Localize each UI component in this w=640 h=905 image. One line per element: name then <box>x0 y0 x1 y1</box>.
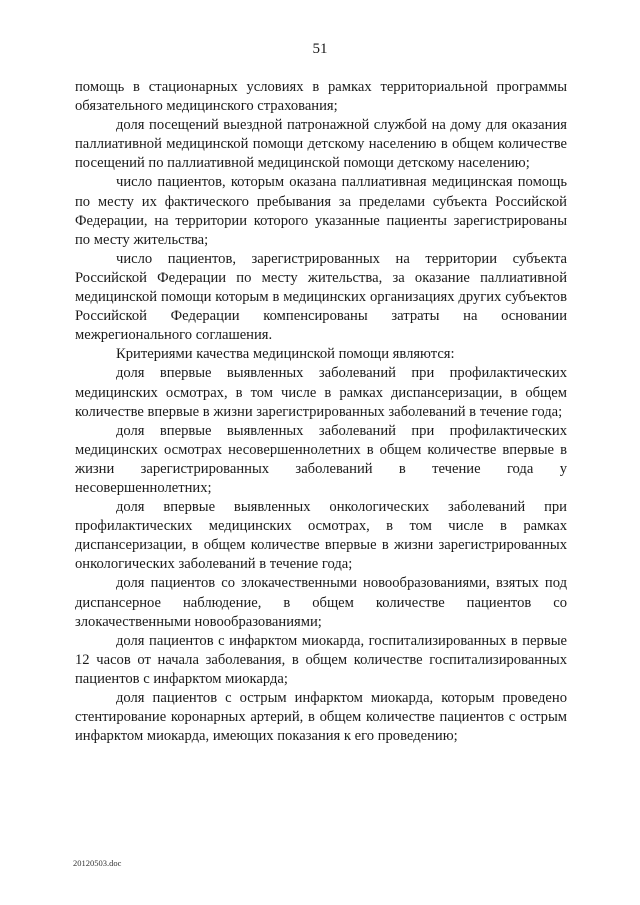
paragraph: число пациентов, зарегистрированных на территории субъекта Российской Федерации по месту жительства, за оказание паллиативной медицинской помощи которым в медицинских организациях других субъектов Российской Федерации компенсированы затраты на основании межрегионального соглашения. <box>75 250 567 344</box>
section-intro: Критериями качества медицинской помощи являются: <box>116 346 455 363</box>
paragraph: доля пациентов с острым инфарктом миокарда, которым проведено стентирование коронарных артерий, в общем количестве пациентов с острым инфарктом миокарда, имеющих показания к его проведению; <box>75 690 567 745</box>
paragraph: доля впервые выявленных онкологических заболеваний при профилактических медицинских осмотрах, в том числе в рамках диспансеризации, в общем количестве впервые в жизни зарегистрированных онкологических заболеваний в течение года; <box>75 499 567 573</box>
footer-filename: 20120503.doc <box>73 858 122 868</box>
paragraph: доля пациентов со злокачественными новообразованиями, взятых под диспансерное наблюдение, в общем количестве пациентов со злокачественными новообразованиями; <box>75 575 567 630</box>
paragraph: число пациентов, которым оказана паллиативная медицинская помощь по месту их фактического пребывания за пределами субъекта Российской Федерации, на территории которого указанные пациенты зарегистрированы по месту жительства; <box>75 174 567 248</box>
paragraph: доля посещений выездной патронажной службой на дому для оказания паллиативной медицинской помощи детскому населению в общем количестве посещений по паллиативной медицинской помощи детскому населению; <box>75 117 567 172</box>
document-body <box>75 78 567 746</box>
paragraph: доля впервые выявленных заболеваний при профилактических медицинских осмотрах несовершеннолетних в общем количестве впервые в жизни зарегистрированных заболеваний в течение года у несовершеннолетних; <box>75 422 567 496</box>
page-number: 51 <box>312 41 328 57</box>
paragraph: доля впервые выявленных заболеваний при профилактических медицинских осмотрах, в том числе в рамках диспансеризации, в общем количестве впервые в жизни зарегистрированных заболеваний в течение года; <box>75 365 567 420</box>
paragraph: доля пациентов с инфарктом миокарда, госпитализированных в первые 12 часов от начала заболевания, в общем количестве госпитализированных пациентов с инфарктом миокарда; <box>75 632 567 687</box>
paragraph: помощь в стационарных условиях в рамках территориальной программы обязательного медицинского страхования; <box>75 79 567 115</box>
